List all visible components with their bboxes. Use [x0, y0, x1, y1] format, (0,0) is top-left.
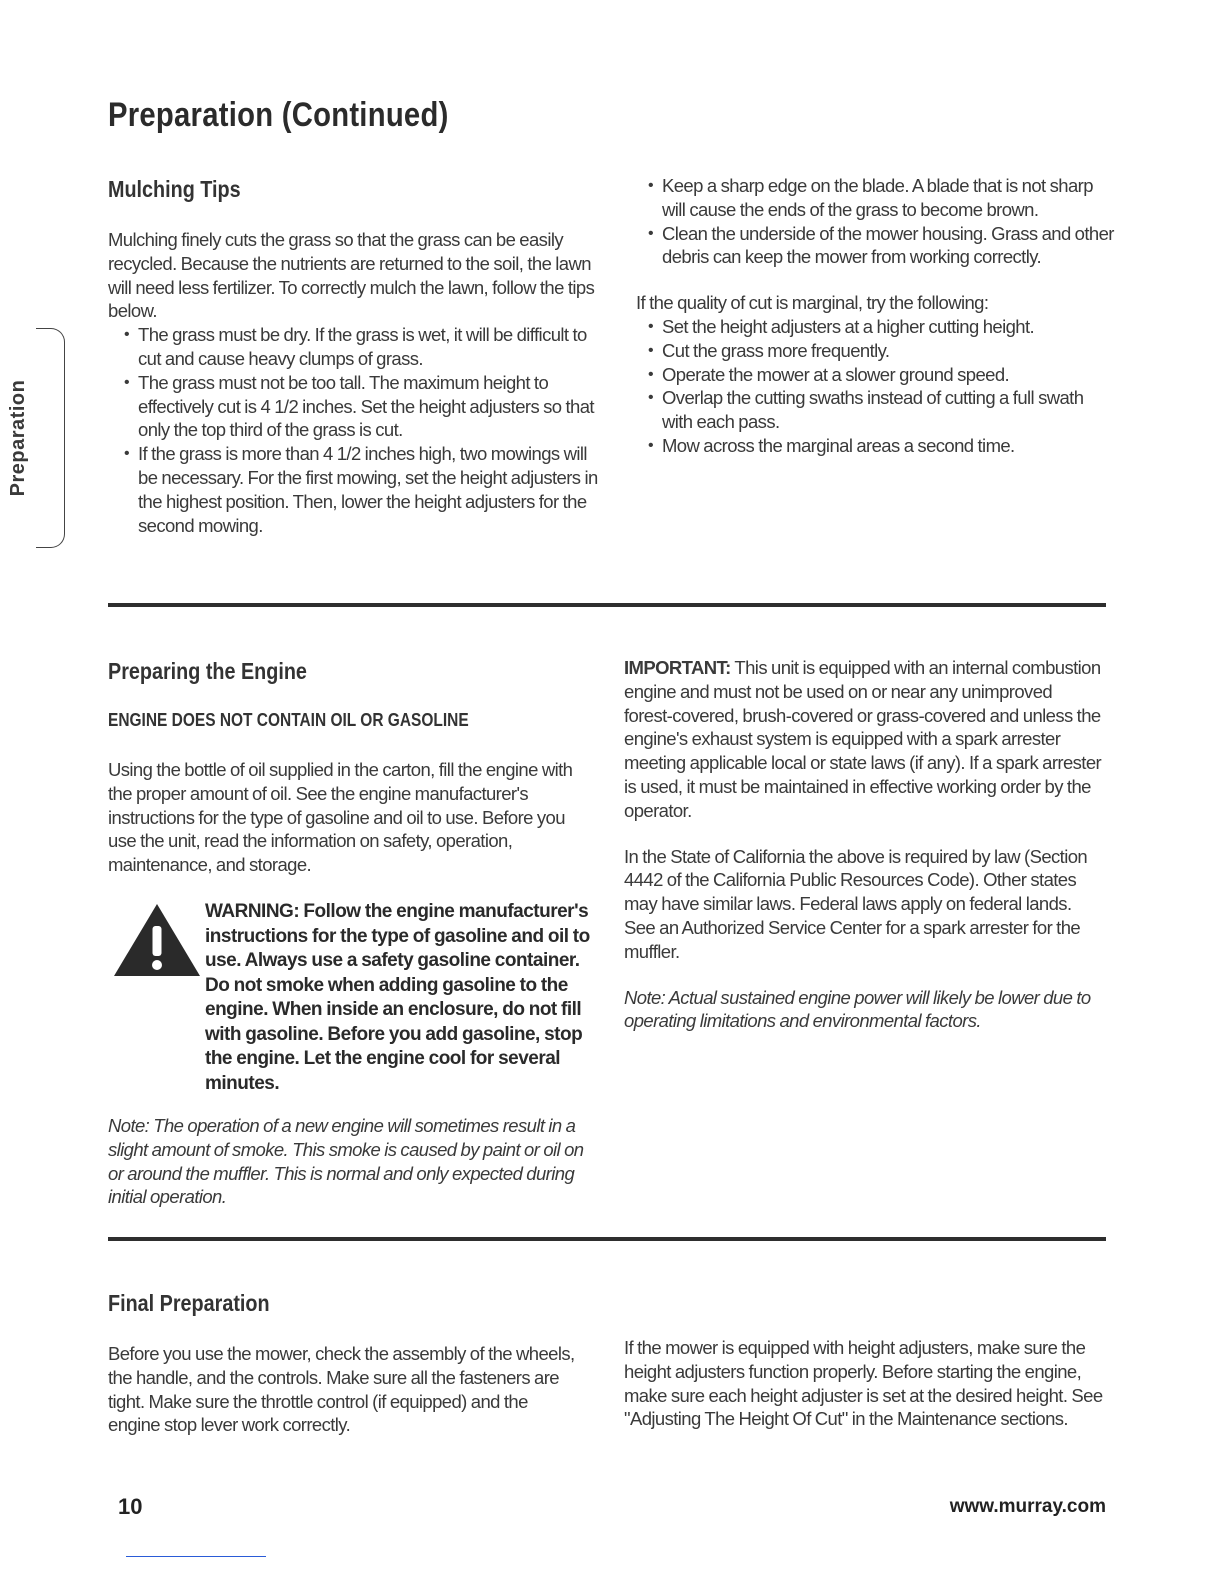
footer-url[interactable]: www.murray.com	[949, 1496, 1106, 1517]
important-label: IMPORTANT:	[624, 657, 731, 678]
side-tab-label: Preparation	[7, 379, 29, 497]
engine-right-column	[624, 656, 1104, 1033]
final-heading: Final Preparation	[108, 1290, 270, 1316]
mulching-tips-list	[112, 323, 598, 537]
warning-text: WARNING: Follow the engine manufacturer's instructions for the type of gasoline and oil to use. Always use a safety gasoline container. Do not smoke when adding gasoline to the engine. When inside an enclosure, do not fill with gasoline. Before you add gasoline, stop the engine. Let the engine cool for several minutes.	[205, 901, 590, 1094]
mulching-right-column	[636, 174, 1114, 458]
list-item: • Mow across the marginal areas a second time.	[636, 434, 1114, 458]
side-tab	[36, 328, 65, 548]
warning-icon	[112, 902, 202, 978]
list-item: • Cut the grass more frequently.	[636, 339, 1114, 363]
final-right-text: If the mower is equipped with height adjusters, make sure the height adjusters function properly. Before starting the engine, make sure each height adjuster is set at the desired height. See "Adjusting The Height Of Cut" in the Maintenance sections.	[624, 1337, 1103, 1430]
list-item: • The grass must not be too tall. The maximum height to effectively cut is 4 1/2 inches. Set the height adjusters so that only the top third of the grass is cut.	[112, 371, 598, 442]
engine-body: Using the bottle of oil supplied in the carton, fill the engine with the proper amount of oil. See the engine manufacturer's instructions for the type of gasoline and oil to use. Before you use the unit, read the information on safety, operation, maintenance, and storage.	[108, 759, 573, 876]
list-item: • If the grass is more than 4 1/2 inches high, two mowings will be necessary. For the first mowing, set the height adjusters in the highest position. Then, lower the height adjusters for the second mowing.	[112, 442, 598, 537]
list-item: • Clean the underside of the mower housing. Grass and other debris can keep the mower from working correctly.	[636, 222, 1114, 270]
list-item: • Set the height adjusters at a higher cutting height.	[636, 315, 1114, 339]
list-item: • Keep a sharp edge on the blade. A blade that is not sharp will cause the ends of the grass to become brown.	[636, 174, 1114, 222]
bottom-line	[126, 1556, 266, 1557]
california-paragraph: In the State of California the above is required by law (Section 4442 of the California Public Resources Code). Other states may have similar laws. Federal laws apply on federal lands. See an Authorized Service Center for a spark arrester for the muffler.	[624, 845, 1088, 962]
section-divider	[108, 1237, 1106, 1241]
engine-subheading: ENGINE DOES NOT CONTAIN OIL OR GASOLINE	[108, 710, 469, 730]
list-item: • The grass must be dry. If the grass is wet, it will be difficult to cut and cause heavy clumps of grass.	[112, 323, 598, 371]
mulching-intro: Mulching finely cuts the grass so that the grass can be easily recycled. Because the nutrients are returned to the soil, the lawn will need less fertilizer. To correctly mulch the lawn, follow the tips below.	[108, 229, 595, 322]
marginal-intro: If the quality of cut is marginal, try the following:	[636, 292, 989, 314]
mulching-left-column	[108, 228, 598, 537]
section-divider	[108, 603, 1106, 607]
page-number: 10	[118, 1494, 143, 1519]
engine-note: Note: The operation of a new engine will sometimes result in a slight amount of smoke. This smoke is caused by paint or oil on or around the muffler. This is normal and only expected during initial operation.	[108, 1115, 584, 1208]
important-paragraph	[624, 656, 1104, 823]
final-left-text: Before you use the mower, check the assembly of the wheels, the handle, and the controls. Make sure all the fasteners are tight. Make sure the throttle control (if equipped) and the engine stop lever work correctly.	[108, 1343, 575, 1436]
page-title: Preparation (Continued)	[108, 96, 449, 134]
list-item: • Operate the mower at a slower ground speed.	[636, 363, 1114, 387]
mulching-right-tips-list	[636, 174, 1114, 269]
engine-heading: Preparing the Engine	[108, 658, 307, 684]
important-text: This unit is equipped with an internal combustion engine and must not be used on or near any unimproved forest-covered, brush-covered or grass-covered and unless the engine's exhaust system is equipped with a spark arrester meeting applicable local or state laws (if any). If a spark arrester is used, it must be maintained in effective working order by the operator.	[624, 657, 1102, 821]
marginal-tips-list	[636, 315, 1114, 458]
list-item: • Overlap the cutting swaths instead of cutting a full swath with each pass.	[636, 386, 1114, 434]
mulching-heading: Mulching Tips	[108, 176, 241, 202]
engine-note-2: Note: Actual sustained engine power will likely be lower due to operating limitations and environmental factors.	[624, 986, 1091, 1032]
